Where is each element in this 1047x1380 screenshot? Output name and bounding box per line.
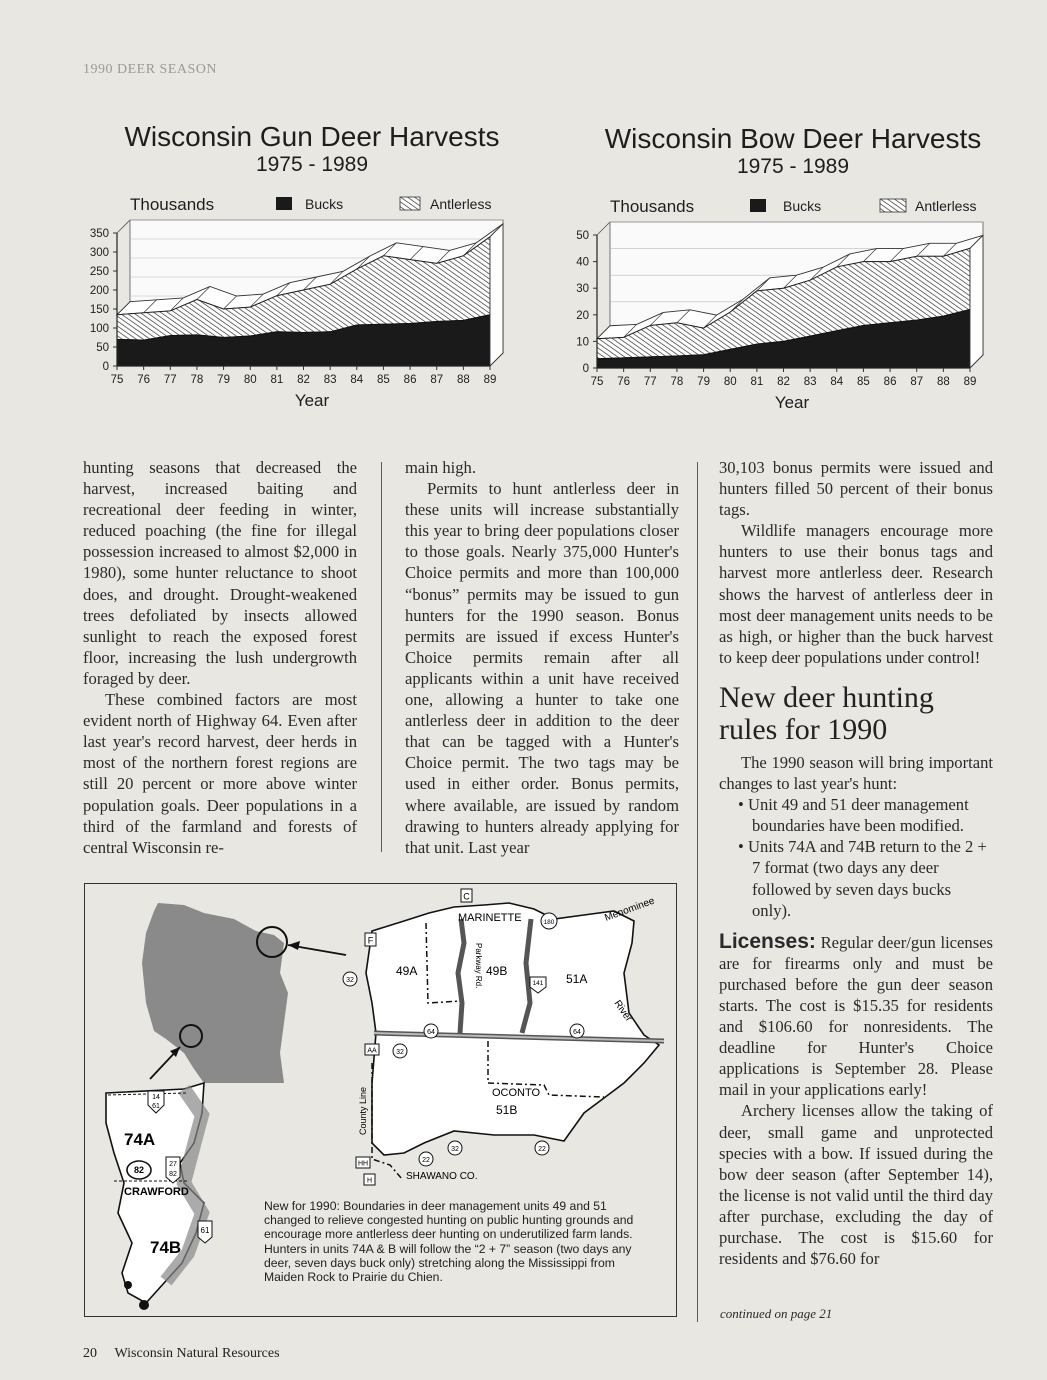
bow-y-tick-label: 30 — [576, 283, 589, 296]
gun-side-face — [490, 224, 503, 366]
section-heading: New deer hunting rules for 1990 — [719, 680, 934, 746]
bow-y-tick-label: 20 — [576, 309, 589, 322]
unit-51b-label: 51B — [496, 1103, 518, 1117]
bow-chart-title: Wisconsin Bow Deer Harvests — [604, 123, 982, 154]
route-c-label: C — [463, 891, 470, 902]
route-180-label: 180 — [543, 919, 555, 926]
page-number: 20 — [83, 1346, 97, 1361]
unit-74b-label: 74B — [150, 1238, 182, 1257]
route-82-label: 82 — [133, 1165, 145, 1175]
col3-paragraph-1: 30,103 bonus permits were issued and hunters filled 50 percent of their bonus tags. — [719, 458, 993, 520]
gun-x-tick-label: 84 — [350, 374, 364, 386]
county-line-label: County Line — [358, 1086, 368, 1135]
col2-paragraph-2: Permits to hunt antlerless deer in these units will increase substantially this year to bring deer populations closer to those goals. Nearly 375,000 Hunter's Choice permits and more than 100,000 “bonus” permits may be issued to gun hunters for the 1990 season. Bonus permits are issued if excess Hunter's Choice permits remain after all applicants within a unit have received one, allowing a hunter to take one antlerless deer in addition to the deer that can be tagged with a Hunter's Choice permit. The two tags may be used in either order. Bonus permits, where available, are issued by random drawing to hunters already applying for that unit. Last year — [405, 479, 679, 857]
unit-51a-label: 51A — [566, 972, 588, 986]
bow-y-tick-label: 40 — [576, 256, 589, 269]
gun-x-tick-label: 85 — [377, 374, 390, 386]
gun-x-tick-label: 82 — [297, 374, 310, 386]
gun-x-tick-label: 89 — [483, 374, 497, 386]
gun-chart-title: Wisconsin Gun Deer Harvests — [124, 121, 500, 152]
gun-y-tick-label: 250 — [89, 266, 109, 278]
gun-legend-antlerless-swatch — [400, 197, 420, 210]
route-141-label: 141 — [532, 980, 544, 987]
route-aa-label: AA — [367, 1047, 377, 1055]
col1-paragraph-1: hunting seasons that decreased the harvest, increased baiting and recreational deer feeding in winter, reduced poaching (the fine for illegal possession increased to almost $2,000 in 1980), some hunter reluctance to shoot does, and drought. Drought-weakened trees defoliated by insects allowed sunlight to reach the exposed forest floor, increasing the lush undergrowth foraged by deer. — [83, 458, 357, 688]
bow-legend-antlerless-swatch — [880, 199, 906, 212]
route-h-label: H — [366, 1177, 373, 1185]
bow-x-tick-label: 78 — [670, 376, 684, 388]
gun-x-tick-label: 86 — [403, 374, 417, 386]
route-32-label-shawano: 32 — [451, 1146, 459, 1153]
bow-y-tick-label: 0 — [582, 363, 589, 375]
oconto-label: OCONTO — [492, 1087, 541, 1099]
gun-x-tick-label: 79 — [217, 374, 230, 386]
continued-note: continued on page 21 — [720, 1306, 833, 1321]
gun-depth-edge — [117, 220, 130, 233]
bow-x-tick-label: 89 — [963, 376, 977, 388]
bow-x-tick-label: 88 — [936, 376, 950, 388]
licenses-text: Regular deer/gun licenses are for firearms only and must be purchased before the gun deer season starts. The cost is $15.35 for residents and $106.60 for nonresidents. The deadline for Hunter's Choice applications is September 28. Please mail in your applications early! — [719, 932, 993, 1100]
gun-x-tick-label: 83 — [323, 374, 337, 386]
article-column-3 — [719, 457, 993, 1269]
bow-x-tick-label: 81 — [750, 376, 764, 388]
gun-x-tick-label: 76 — [137, 374, 151, 386]
unit-49b-label: 49B — [486, 964, 508, 978]
publication-name: Wisconsin Natural Resources — [114, 1346, 280, 1361]
bow-x-tick-label: 87 — [910, 376, 924, 388]
article-column-2 — [405, 457, 679, 858]
gun-x-tick-label: 77 — [163, 374, 177, 386]
southern-end-dot — [139, 1300, 149, 1310]
gun-x-axis-label: Year — [294, 391, 330, 410]
gun-legend-antlerless: Antlerless — [430, 196, 492, 212]
bow-x-axis-label: Year — [774, 393, 810, 412]
col1-paragraph-2: These combined factors are most evident north of Highway 64. Even after last year's record harvest, deer herds in most of the northern forest regions are still 20 percent or more above winter population goals. Deer populations in a third of the farmland and forests of central Wisconsin re- — [83, 690, 357, 857]
route-14-label: 14 — [152, 1094, 160, 1101]
bow-legend-bucks-swatch — [750, 199, 766, 212]
bow-y-tick-label: 50 — [576, 230, 589, 242]
unit-74a-label: 74A — [124, 1130, 156, 1149]
route-f-label: F — [367, 935, 374, 946]
bow-x-tick-label: 86 — [883, 376, 897, 388]
article-column-1 — [83, 457, 357, 858]
route-32-label-south: 32 — [396, 1049, 404, 1056]
col3-paragraph-2: Wildlife managers encourage more hunters to use their bonus tags and harvest more antlerless deer. Research shows the harvest of antlerless deer in most deer management units needs to be as high, or higher than the buck harvest to keep deer populations under control! — [719, 521, 993, 667]
route-64-label-east: 64 — [573, 1029, 581, 1036]
route-32-label-north: 32 — [346, 977, 354, 984]
rule-bullet-1: • Unit 49 and 51 deer management boundaries have been modified. — [738, 795, 969, 836]
wisconsin-state-silhouette — [142, 903, 288, 1083]
marinette-label: MARINETTE — [458, 912, 522, 924]
bow-depth-edge — [597, 222, 610, 235]
bow-legend-antlerless: Antlerless — [915, 198, 977, 214]
page-footer — [83, 1346, 280, 1362]
route-27-label: 27 — [169, 1161, 177, 1168]
route-hh-label: HH — [357, 1160, 369, 1168]
route-22-label-west: 22 — [422, 1157, 430, 1164]
bow-x-tick-label: 85 — [857, 376, 870, 388]
bow-x-tick-label: 75 — [590, 376, 604, 388]
bow-x-tick-label: 82 — [777, 376, 790, 388]
gun-y-tick-label: 350 — [89, 228, 109, 240]
menominee-river-label: Menominee — [603, 895, 657, 924]
gun-x-tick-label: 81 — [270, 374, 284, 386]
route-64-label-west: 64 — [427, 1029, 435, 1036]
bow-x-tick-label: 84 — [830, 376, 844, 388]
bow-legend-bucks: Bucks — [783, 198, 822, 214]
gun-y-axis-unit: Thousands — [130, 195, 215, 214]
map-caption: New for 1990: Boundaries in deer management units 49 and 51 changed to relieve congested hunting on public hunting grounds and encourage more antlerless deer hunting on underutilized farm lands. Hunters in units 74A & B will follow the “2 + 7” season (two days any deer, seven days buck only) stretching along the Mississippi from Maiden Rock to Prairie du Chien. — [264, 1199, 634, 1285]
bow-x-tick-label: 76 — [617, 376, 631, 388]
bow-chart-subtitle: 1975 - 1989 — [736, 155, 850, 178]
gun-y-tick-label: 300 — [89, 247, 109, 259]
river-label: River — [611, 998, 634, 1024]
running-head: 1990 DEER SEASON — [83, 62, 218, 77]
gun-x-tick-label: 88 — [456, 374, 470, 386]
gun-chart-subtitle: 1975 - 1989 — [255, 153, 369, 176]
rule-bullet-2: • Units 74A and 74B return to the 2 + 7 format (two days any deer followed by seven days bucks only). — [738, 837, 987, 920]
gun-y-tick-label: 150 — [89, 304, 109, 316]
unit-49a-label: 49A — [396, 964, 418, 978]
gun-x-tick-label: 80 — [243, 374, 257, 386]
col3-paragraph-4 — [719, 931, 993, 1101]
gun-y-tick-label: 0 — [102, 361, 109, 373]
bow-y-tick-label: 10 — [576, 336, 589, 349]
gun-x-tick-label: 78 — [190, 374, 204, 386]
gun-y-tick-label: 50 — [96, 342, 109, 354]
col2-paragraph-1: main high. — [405, 458, 476, 477]
gun-legend-bucks: Bucks — [305, 196, 344, 212]
parkway-road-label: Parkway Rd. — [474, 943, 483, 989]
col3-paragraph-3: The 1990 season will bring important changes to last year's hunt: — [719, 752, 993, 794]
route-61-label-south: 61 — [200, 1226, 210, 1235]
prairie-du-chien-dot — [124, 1281, 132, 1289]
bow-y-axis-unit: Thousands — [610, 197, 695, 216]
gun-x-tick-label: 87 — [430, 374, 444, 386]
column-divider-2 — [697, 462, 698, 1322]
arrowhead-northeast — [288, 941, 300, 950]
bow-side-face — [970, 235, 983, 368]
route-61-label-north: 61 — [152, 1103, 160, 1110]
shawano-county-label: SHAWANO CO. — [406, 1171, 478, 1182]
route-82-label-shield: 82 — [169, 1171, 177, 1178]
column-divider-1 — [381, 462, 382, 852]
bow-x-tick-label: 79 — [697, 376, 710, 388]
col3-paragraph-5: Archery licenses allow the taking of deer, small game and unprotected species with a bow. If issued during the bow deer season (after September 14), the license is not valid until the third day after purchase, excluding the day of purchase. The cost is $15.60 for residents and $76.60 for — [719, 1101, 993, 1269]
gun-x-tick-label: 75 — [110, 374, 124, 386]
bow-deer-harvest-chart — [560, 190, 1000, 415]
gun-y-tick-label: 100 — [89, 323, 109, 335]
crawford-county-label: CRAWFORD — [124, 1186, 189, 1198]
gun-deer-harvest-chart — [80, 188, 520, 413]
bow-x-tick-label: 80 — [723, 376, 737, 388]
bow-x-tick-label: 83 — [803, 376, 817, 388]
route-22-label-east: 22 — [538, 1146, 546, 1153]
gun-y-tick-label: 200 — [89, 285, 109, 297]
licenses-heading: Licenses: — [719, 929, 816, 953]
bow-x-tick-label: 77 — [643, 376, 657, 388]
northeast-units-outline — [366, 903, 659, 1155]
gun-legend-bucks-swatch — [276, 197, 292, 210]
